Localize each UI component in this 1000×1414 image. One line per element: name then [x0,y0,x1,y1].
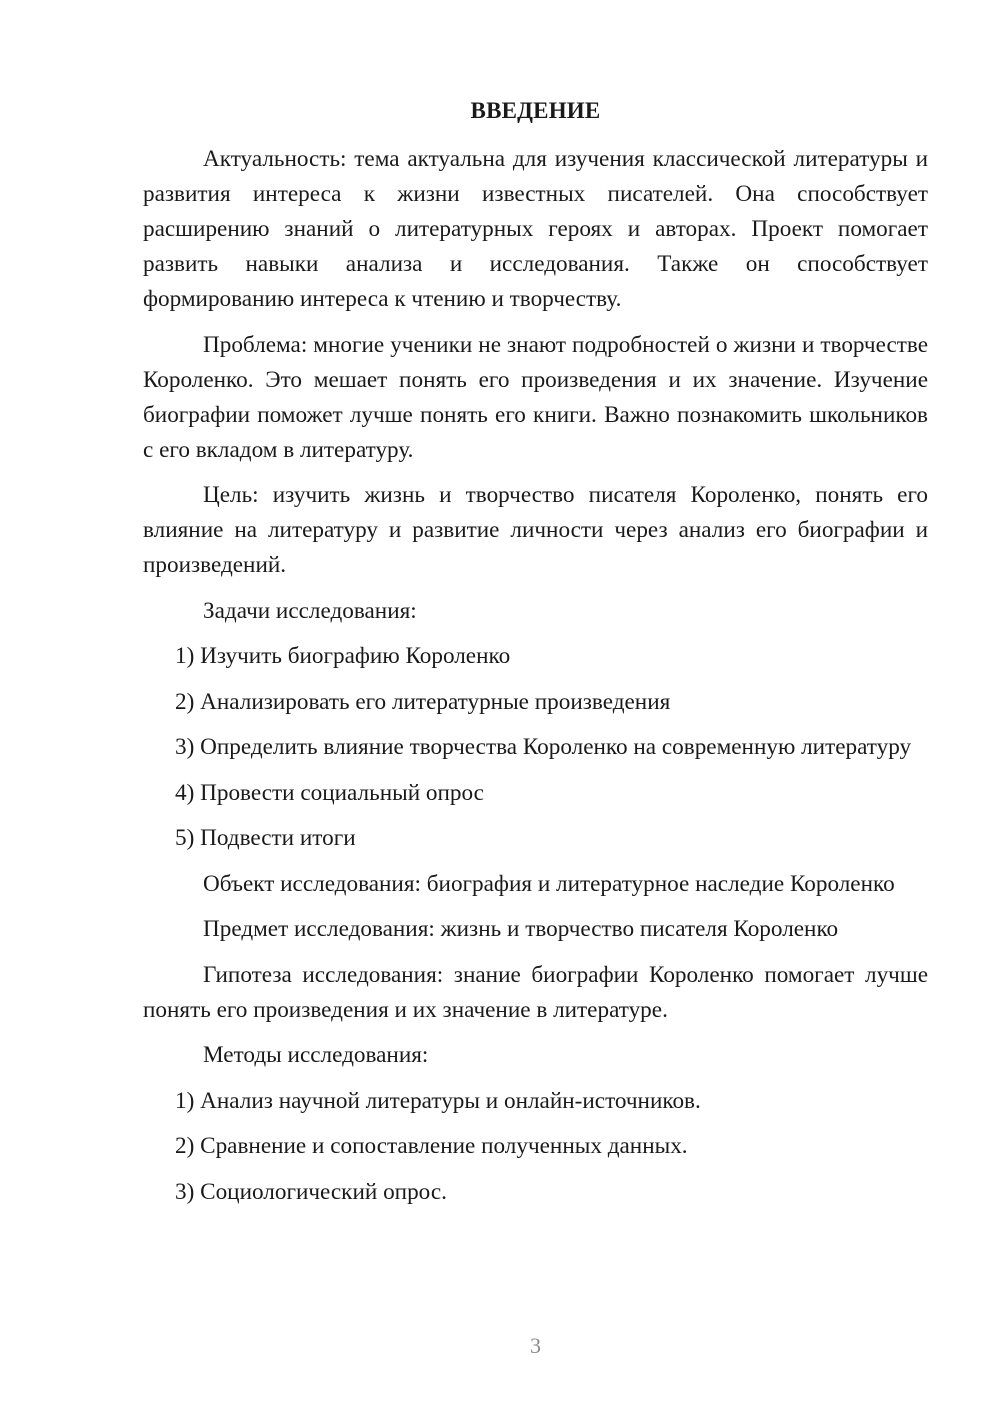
document-body [143,142,928,1220]
paragraph-problem: Проблема: многие ученики не знают подробностей о жизни и творчестве Короленко. Это мешает понять его произведения и их значение. Изучение биографии поможет лучше понять его книги. Важно познакомить школьников с его вкладом в литературу. [143,331,928,463]
paragraph-relevance: Актуальность: тема актуальна для изучения классической литературы и развития интереса к жизни известных писателей. Она способствует расширению знаний о литературных героях и авторах. Проект помогает развить навыки анализа и исследования. Также он способствует формированию интереса к чтению и творчеству. [143,146,928,312]
task-item-4: 4) Провести социальный опрос [175,779,484,806]
method-item-3: 3) Социологический опрос. [175,1178,447,1205]
task-item-1: 1) Изучить биографию Короленко [175,643,511,669]
method-item-1: 1) Анализ научной литературы и онлайн-источников. [175,1087,701,1114]
tasks-heading: Задачи исследования: [203,597,417,624]
methods-heading: Методы исследования: [203,1042,429,1068]
paragraph-subject: Предмет исследования: жизнь и творчество писателя Короленко [203,916,839,942]
task-item-5: 5) Подвести итоги [175,825,356,851]
paragraph-hypothesis: Гипотеза исследования: знание биографии Короленко помогает лучше понять его произведения и их значение в литературе. [143,961,928,1023]
page-number: 3 [530,1333,541,1358]
section-title: ВВЕДЕНИЕ [470,98,601,123]
task-item-2: 2) Анализировать его литературные произведения [175,688,671,715]
paragraph-object: Объект исследования: биография и литературное наследие Короленко [203,870,895,897]
task-item-3: 3) Определить влияние творчества Короленко на современную литературу [175,734,912,760]
paragraph-goal: Цель: изучить жизнь и творчество писателя Короленко, понять его влияние на литературу и развитие личности через анализ его биографии и произведений. [143,482,928,578]
document-page [143,0,928,1414]
method-item-2: 2) Сравнение и сопоставление полученных данных. [175,1133,688,1159]
